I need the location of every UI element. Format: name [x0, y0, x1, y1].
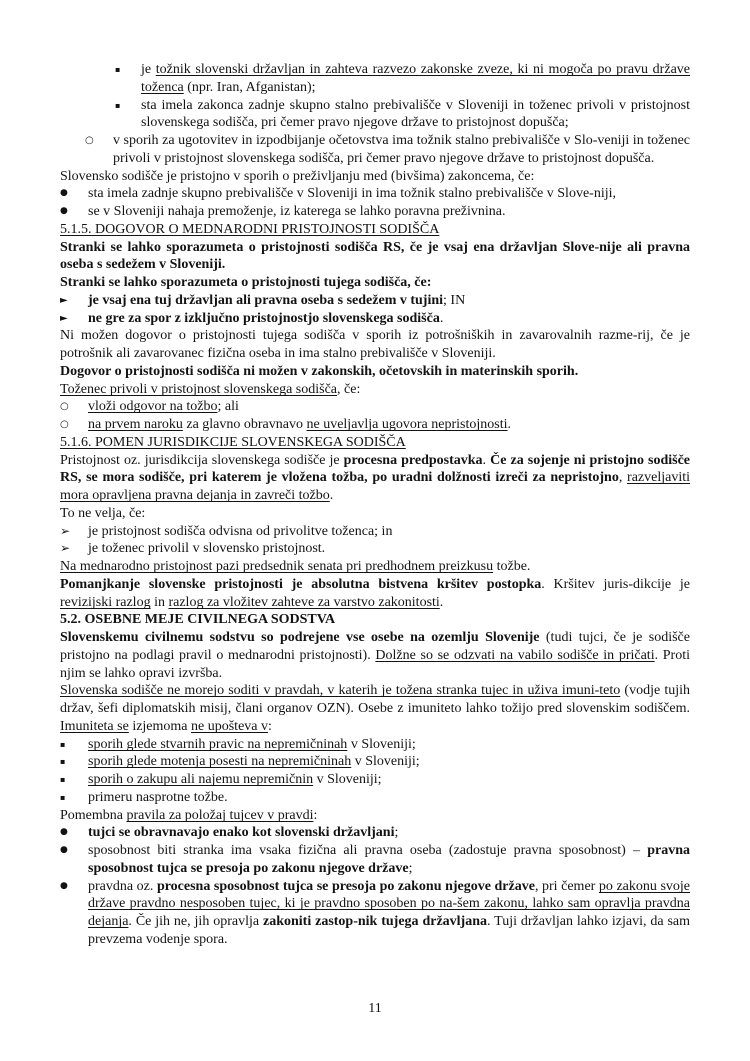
triangle-bullet-icon: ►: [60, 294, 68, 306]
text-run: zakoniti zastop-nik tujega državljana: [262, 914, 488, 929]
text-run: .: [439, 310, 444, 326]
text-run: v Sloveniji;: [347, 736, 416, 752]
text-run: .: [482, 452, 491, 468]
disc-bullet-icon: ●: [60, 880, 68, 891]
circle-bullet-icon: ○: [60, 401, 69, 413]
text-run: procesna sposobnost tujca se presoja po zakonu njegove države: [156, 878, 535, 894]
list-item: [60, 789, 690, 807]
text-run: sporih glede motenja posesti na nepremičninah: [88, 754, 352, 770]
text-run: v Sloveniji;: [351, 754, 420, 770]
section-heading: [60, 221, 690, 239]
paragraph: [60, 576, 690, 612]
text-run: Stranki se lahko sporazumeta o pristojnosti tujega sodišča, če:: [60, 275, 432, 290]
text-run: ; IN: [443, 292, 466, 308]
text-run: .: [329, 488, 334, 503]
text-run: Pristojnost oz. jurisdikcija slovenskega sodišče je: [60, 452, 344, 468]
paragraph: [60, 682, 690, 735]
text-run: pravna sposobnost tujca se presoja po zakonu njegove države: [88, 843, 690, 876]
section-heading: [60, 611, 690, 629]
list-item: [60, 132, 690, 168]
square-bullet-icon: ▪: [60, 757, 66, 767]
square-bullet-icon: ▪: [115, 65, 121, 74]
list-item: [60, 771, 690, 789]
text-run: sposobnost biti stranka ima vsaka fizična ali pravna oseba (zadostuje pravna sposobnost) –: [88, 843, 648, 858]
paragraph: [60, 558, 690, 576]
document-body: [60, 61, 690, 949]
text-run: Slovenska sodišče ne morejo soditi v pravdah, v katerih je tožena stranka tujec in uživa imuni-teto: [60, 683, 621, 699]
text-run: je toženec privolil v slovensko pristojnost.: [88, 541, 326, 557]
square-bullet-icon: ▪: [115, 100, 121, 110]
text-run: (npr. Iran, Afganistan);: [183, 79, 316, 95]
list-item: [60, 310, 690, 328]
text-run: Dogovor o pristojnosti sodišča ni možen v zakonskih, očetovskih in materinskih sporih.: [60, 363, 579, 379]
paragraph: [60, 505, 690, 523]
text-run: Dolžne so se odzvati na vabilo sodišče in pričati: [375, 647, 655, 663]
square-bullet-icon: ▪: [60, 792, 66, 802]
paragraph: [60, 363, 690, 381]
list-item: [60, 292, 690, 310]
text-run: . Proti njim se lahko opravi izvršba.: [60, 647, 690, 681]
list-item: [60, 203, 690, 221]
arrow-bullet-icon: ➢: [60, 541, 71, 556]
text-run: . Tuji državljan lahko izjavi, da sam prevzema vodenje spora.: [88, 914, 691, 947]
text-run: , če:: [337, 381, 361, 397]
disc-bullet-icon: ●: [60, 188, 68, 199]
text-run: Če za sojenje ni pristojno sodišče RS, se mora sodišče, pri katerem je vložena tožba, po uradni dolžnosti izreči za nepristojno: [60, 452, 691, 486]
text-run: To ne velja, če:: [60, 505, 146, 521]
text-run: tožnik slovenski državljan in zahteva razvezo zakonske zveze, ki ni mogoča po pravu države toženca: [141, 62, 690, 95]
disc-bullet-icon: ●: [60, 827, 68, 838]
text-run: Slovenskemu civilnemu sodstvu so podrejene vse osebe na ozemlju Slovenije: [60, 630, 540, 645]
circle-bullet-icon: ○: [60, 419, 69, 430]
list-item: [60, 523, 690, 541]
disc-bullet-icon: ●: [60, 845, 68, 855]
text-run: sporih o zakupu ali najemu nepremičnin: [88, 772, 314, 787]
text-run: je pristojnost sodišča odvisna od privolitve toženca; in: [88, 523, 393, 539]
disc-bullet-icon: ●: [60, 206, 68, 216]
text-run: . Če jih ne, jih opravlja: [128, 914, 263, 929]
list-item: [60, 736, 690, 754]
circle-bullet-icon: ○: [85, 135, 94, 146]
text-run: Pomanjkanje slovenske pristojnosti je absolutna bistvena kršitev postopka: [60, 576, 542, 592]
text-run: sta imela zakonca zadnje skupno stalno prebivališče v Sloveniji in toženec privoli v pristojnost slovenskega sodišča, pri čemer pravo njegove države to pristojnost dopušča;: [141, 97, 690, 131]
text-run: . Kršitev juris-dikcije je: [541, 576, 690, 592]
text-run: po zakonu svoje države pravdno nesposoben tujec, ki je pravdno sposoben po na-šem zakonu, lahko sam opravlja pravdna dejanja: [88, 878, 690, 929]
list-item: [60, 185, 690, 203]
text-run: tožbe.: [493, 559, 531, 574]
text-run: Na mednarodno pristojnost pazi predsednik senata pri predhodnem preizkusu: [60, 559, 494, 574]
text-run: .: [439, 594, 444, 610]
text-run: :: [268, 718, 272, 734]
text-run: :: [313, 807, 318, 823]
text-run: izjemoma: [128, 718, 192, 734]
text-run: 5.2. OSEBNE MEJE CIVILNEGA SODSTVA: [60, 612, 336, 628]
text-run: (tudi tujci, če je sodišče pristojno na podlagi pravil o mednarodni pristojnosti).: [60, 630, 690, 663]
text-run: na prvem naroku: [88, 417, 183, 432]
paragraph: [60, 629, 690, 682]
text-run: .: [507, 417, 511, 432]
text-run: Pomembna: [60, 807, 127, 823]
text-run: ,: [618, 470, 628, 486]
list-item: [60, 398, 690, 416]
text-run: ne uveljavlja ugovora nepristojnosti: [306, 417, 508, 432]
text-run: sporih glede stvarnih pravic na nepremičninah: [88, 736, 348, 752]
text-run: tujci se obravnavajo enako kot slovenski državljani: [88, 825, 395, 841]
text-run: je vsaj ena tuj državljan ali pravna oseba s sedežem v tujini: [88, 292, 444, 308]
text-run: in: [150, 594, 169, 610]
text-run: ;: [394, 825, 399, 841]
text-run: Ni možen dogovor o pristojnosti tujega sodišča v sporih iz potrošniških in zavarovalnih razme-rij, če je potrošnik ali zavarovanec fizična oseba in ima stalno prebivališče v Sloveniji.: [60, 328, 690, 361]
text-run: 5.1.6. POMEN JURISDIKCIJE SLOVENSKEGA SODIŠČA: [60, 434, 406, 450]
text-run: Imuniteta se: [60, 718, 129, 734]
arrow-bullet-icon: ➢: [60, 523, 71, 538]
text-run: pravdna oz.: [88, 878, 157, 894]
page-number: 11: [368, 1001, 382, 1016]
paragraph: [60, 239, 690, 275]
triangle-bullet-icon: ►: [60, 312, 68, 324]
square-bullet-icon: ▪: [60, 739, 66, 749]
paragraph: [60, 168, 690, 186]
text-run: ; ali: [217, 399, 239, 415]
text-run: ne gre za spor z izključno pristojnostjo slovenskega sodišča: [88, 310, 440, 326]
paragraph: [60, 327, 690, 363]
text-run: vloži odgovor na tožbo: [88, 399, 218, 415]
text-run: (vodje tujih držav, šefi diplomatskih misij, člani organov OZN). Osebe z imuniteto lahko tožijo pred slovenskim sodiščem.: [60, 683, 690, 716]
text-run: v sporih za ugotovitev in izpodbijanje očetovstva ima tožnik stalno prebivališče v Slo-veniji in toženec privoli v pristojnost slovenskega sodišča, pri čemer pravo njegove države to pristojnost dopušča.: [113, 133, 690, 166]
list-item: [60, 540, 690, 558]
square-bullet-icon: ▪: [60, 775, 66, 784]
text-run: v Sloveniji;: [313, 772, 382, 787]
text-run: pravila za položaj tujcev v pravdi: [126, 807, 314, 823]
text-run: razveljaviti mora opravljena pravna dejanja in zavreči tožbo: [60, 470, 691, 503]
text-run: procesna predpostavka: [343, 452, 483, 468]
paragraph: [60, 274, 690, 292]
text-run: , pri čemer: [534, 878, 599, 894]
text-run: razlog za vložitev zahteve za varstvo zakonitosti: [168, 594, 440, 610]
text-run: Stranki se lahko sporazumeta o pristojnosti sodišča RS, če je vsaj ena državljan Slove-nije ali pravna oseba s sedežem v Sloveniji.: [60, 239, 690, 273]
list-item: [60, 878, 690, 949]
text-run: je: [141, 62, 156, 77]
text-run: primeru nasprotne tožbe.: [88, 789, 228, 805]
list-item: [60, 416, 690, 434]
text-run: se v Sloveniji nahaja premoženje, iz katerega se lahko poravna preživnina.: [88, 204, 506, 219]
list-item: [60, 97, 690, 133]
paragraph: [60, 381, 690, 399]
list-item: [60, 824, 690, 842]
list-item: [60, 61, 690, 97]
text-run: Toženec privoli v pristojnost slovenskega sodišča: [60, 381, 338, 397]
paragraph: [60, 452, 690, 505]
list-item: [60, 753, 690, 771]
section-heading: [60, 434, 690, 452]
list-item: [60, 842, 690, 878]
text-run: ;: [408, 860, 413, 876]
text-run: za glavno obravnavo: [182, 417, 307, 432]
text-run: Slovensko sodišče je pristojno v sporih o preživljanju med (bivšima) zakoncema, če:: [60, 168, 535, 184]
text-run: sta imela zadnje skupno prebivališče v Sloveniji in ima tožnik stalno prebivališče v Slove-niji,: [88, 186, 616, 202]
text-run: 5.1.5. DOGOVOR O MEDNARODNI PRISTOJNOSTI SODIŠČA: [60, 221, 440, 237]
text-run: revizijski razlog: [60, 594, 151, 610]
paragraph: [60, 807, 690, 825]
text-run: ne upošteva v: [191, 718, 268, 734]
